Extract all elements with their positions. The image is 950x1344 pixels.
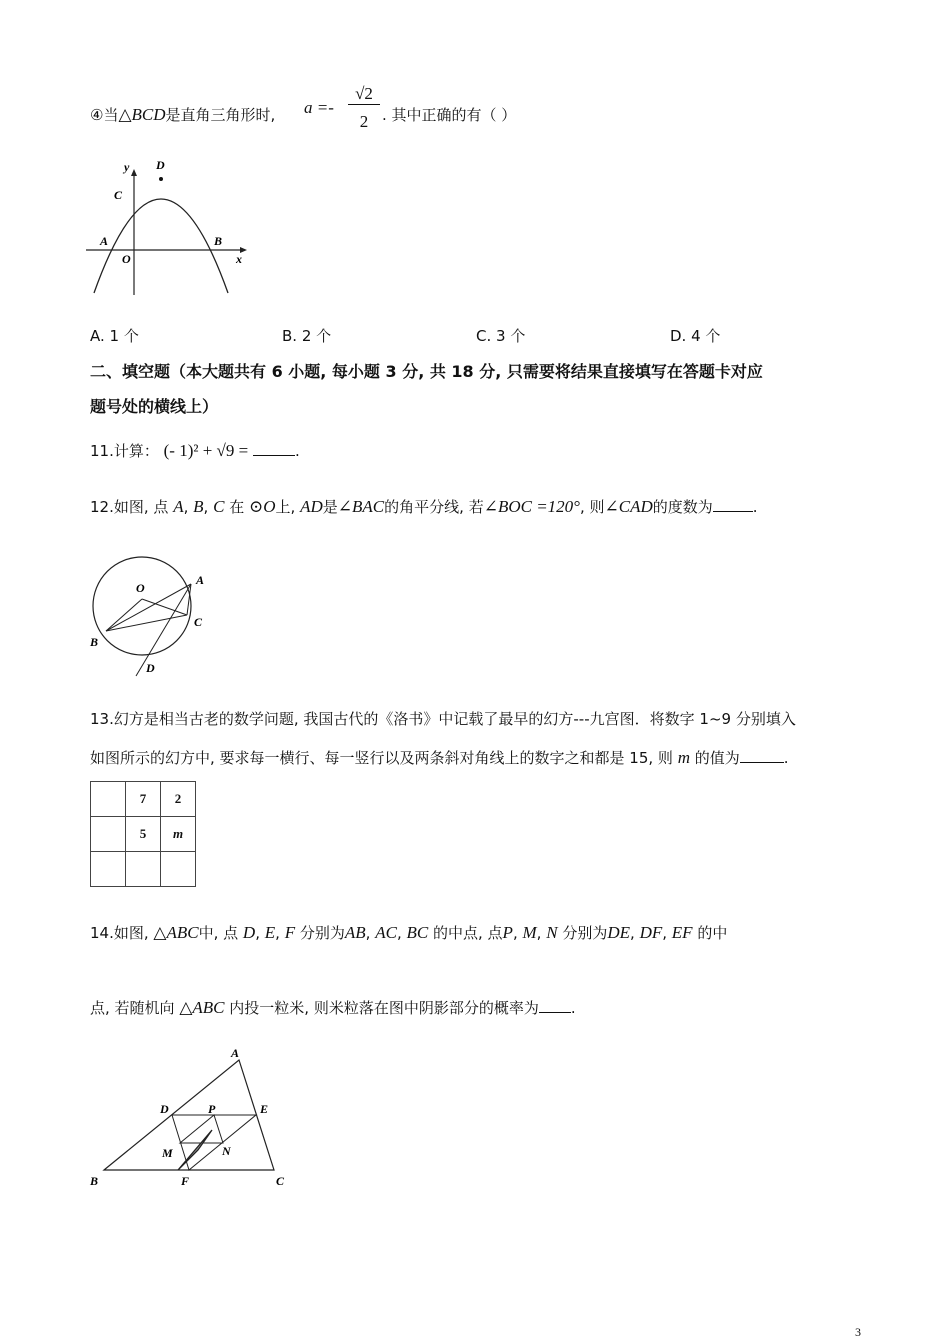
option-b: B. 2 个 [282,327,332,345]
line-ob [106,599,142,631]
magic-square [90,781,196,887]
magic-cell-m: m [161,817,196,852]
line-ad [136,584,191,676]
q10-item4: ④当△BCD是直角三角形时, [90,105,276,124]
triangle-figure [84,1045,304,1195]
question-11: 11.计算： (- 1)² + √9 = . [90,441,300,460]
label-y: y [124,160,130,174]
option-c: C. 3 个 [476,327,526,345]
label-d: D [160,1102,169,1116]
fraction-denominator: 2 [359,112,369,131]
option-d: D. 4 个 [670,327,721,345]
magic-cell [91,782,126,817]
y-axis-arrow [131,169,137,176]
label-b: B [90,1174,99,1188]
label-c: C [276,1174,285,1188]
label-a: A [196,573,205,587]
magic-cell: 2 [161,782,196,817]
answer-blank [539,998,571,1013]
label-f: F [181,1174,190,1188]
magic-cell [91,817,126,852]
magic-cell [91,852,126,887]
label-d: D [156,158,165,172]
page-number: 3 [855,1325,861,1339]
q11-expression: (- 1)² + √9 = [163,441,249,460]
label-b: B [214,234,223,248]
label-n: N [222,1144,231,1158]
parabola-curve [94,199,228,293]
label-c: C [194,615,203,629]
label-b: B [90,635,99,649]
answer-blank [713,497,753,512]
circle-o [93,557,191,655]
label-o: O [122,252,131,266]
label-e: E [260,1102,269,1116]
magic-cell: 5 [126,817,161,852]
label-x: x [236,252,242,266]
triangle-pmn-outline [180,1115,223,1143]
line-ba [106,584,191,631]
label-a: A [231,1046,240,1060]
answer-blank [253,441,295,456]
circle-figure [84,548,224,680]
label-d: D [146,661,155,675]
fraction-numerator: √2 [348,84,380,105]
label-m: M [162,1146,173,1160]
label-a: A [100,234,109,248]
magic-cell [161,852,196,887]
question-12: 12.如图, 点 A, B, C 在 ⊙O上, AD是∠BAC的角平分线, 若∠BOC =120°, 则∠CAD的度数为 . [90,497,758,516]
q10-suffix: . 其中正确的有（ ） [382,106,517,124]
vertex-point-d [159,177,163,181]
magic-cell [126,852,161,887]
answer-blank [740,748,784,763]
question-14-line2: 点, 若随机向 △ABC 内投一粒米, 则米粒落在图中阴影部分的概率为 . [90,998,576,1017]
label-p: P [208,1102,216,1116]
question-13-line2: 如图所示的幻方中, 要求每一横行、每一竖行以及两条斜对角线上的数字之和都是 15, 则 m 的值为 . [90,748,789,767]
question-13-line1: 13.幻方是相当古老的数学问题, 我国古代的《洛书》中记载了最早的幻方---九宫图．将数字 1~9 分别填入 [90,710,796,728]
section-heading: 二、填空题（本大题共有 6 小题, 每小题 3 分, 共 18 分, 只需要将结果直接填写在答题卡对应 [90,362,763,381]
option-a: A. 1 个 [90,327,139,345]
question-14-line1: 14.如图, △ABC中, 点 D, E, F 分别为AB, AC, BC 的中点, 点P, M, N 分别为DE, DF, EF 的中 [90,923,728,942]
parabola-graph [84,155,254,305]
magic-cell: 7 [126,782,161,817]
section-heading-line2: 题号处的横线上） [90,397,219,416]
label-c: C [114,188,123,202]
line-bc [106,615,187,631]
a-equals: a =- [304,98,334,117]
label-o: O [136,581,145,595]
